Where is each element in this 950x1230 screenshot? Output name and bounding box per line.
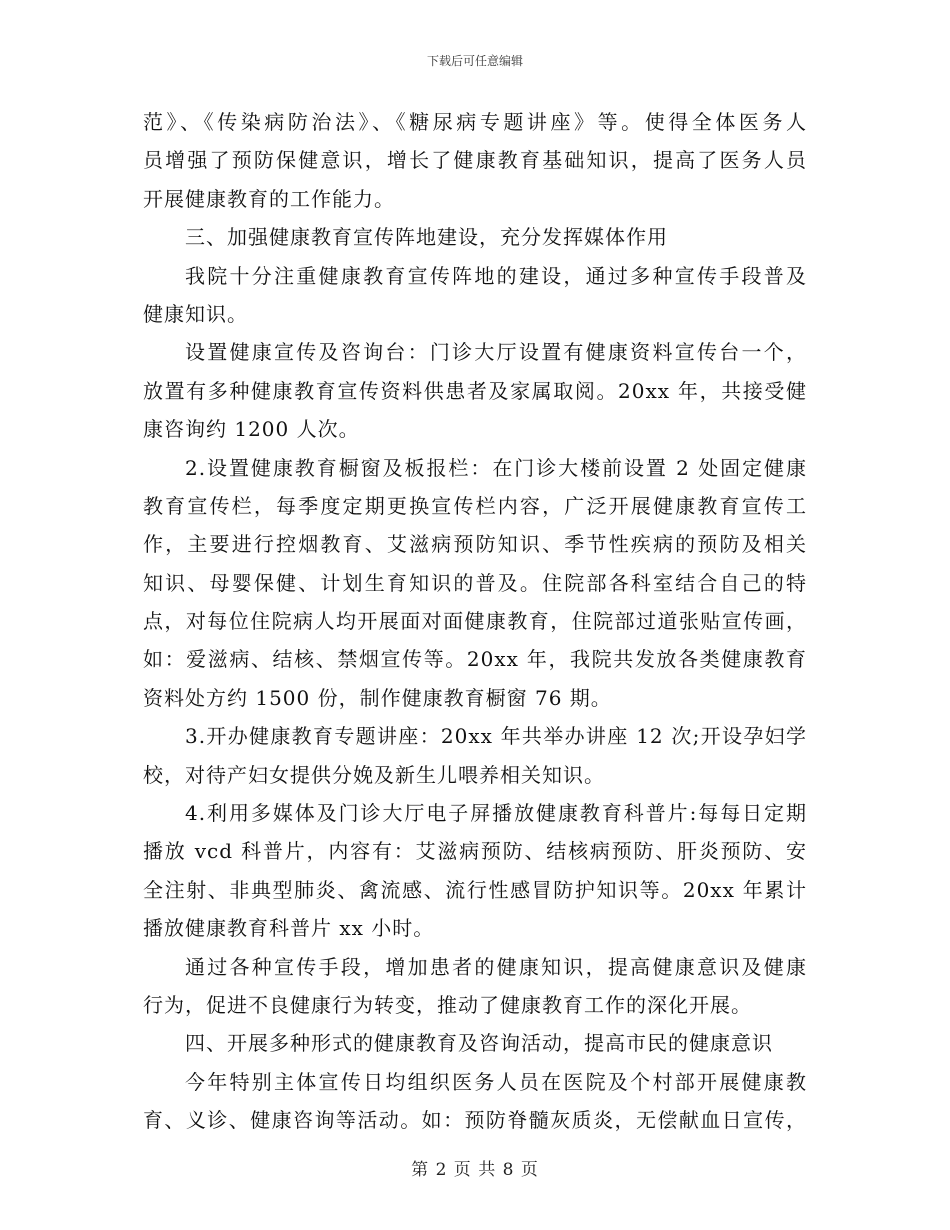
paragraph-line: 4.利用多媒体及门诊大厅电子屏播放健康教育科普片:每每日定期 [185,801,807,826]
body-line: 康咨询约 1200 人次。 [143,417,360,442]
page-header: 下载后可任意编辑 [426,54,523,68]
body-line: 作，主要进行控烟教育、艾滋病预防知识、季节性疾病的预防及相关 [143,532,807,557]
section-heading: 三、加强健康教育宣传阵地建设，充分发挥媒体作用 [185,225,668,250]
paragraph-line: 通过各种宣传手段，增加患者的健康知识，提高健康意识及健康 [185,954,807,979]
body-line: 全注射、非典型肺炎、禽流感、流行性感冒防护知识等。20xx 年累计 [143,877,807,902]
document-body [143,103,807,1140]
body-line: 范》、《传染病防治法》、《糖尿病专题讲座》等。使得全体医务人 [143,110,807,134]
body-line: 如：爱滋病、结核、禁烟宣传等。20xx 年，我院共发放各类健康教育 [143,647,807,672]
paragraph-line: 2.设置健康教育橱窗及板报栏：在门诊大楼前设置 2 处固定健康 [185,455,807,480]
body-line: 行为，促进不良健康行为转变，推动了健康教育工作的深化开展。 [143,992,752,1017]
body-line: 播放健康教育科普片 xx 小时。 [143,916,435,941]
paragraph-line: 3.开办健康教育专题讲座：20xx 年共举办讲座 12 次;开设孕妇学 [185,724,807,749]
body-line: 播放 vcd 科普片，内容有：艾滋病预防、结核病预防、肝炎预防、安 [143,839,807,864]
body-line: 点，对每位住院病人均开展面对面健康教育，住院部过道张贴宣传画， [143,609,807,634]
page-footer: 第 2 页 共 8 页 [411,1160,539,1180]
body-line: 放置有多种健康教育宣传资料供患者及家属取阅。20xx 年，共接受健 [143,378,807,403]
paragraph-line: 今年特别主体宣传日均组织医务人员在医院及个村部开展健康教 [185,1069,807,1094]
section-heading: 四、开展多种形式的健康教育及咨询活动，提高市民的健康意识 [185,1031,773,1056]
body-line: 教育宣传栏，每季度定期更换宣传栏内容，广泛开展健康教育宣传工 [143,493,807,518]
paragraph-line: 设置健康宣传及咨询台：门诊大厅设置有健康资料宣传台一个， [185,340,807,365]
body-line: 校，对待产妇女提供分娩及新生儿喂养相关知识。 [143,762,605,787]
paragraph-line: 我院十分注重健康教育宣传阵地的建设，通过多种宣传手段普及 [185,263,807,288]
body-line: 健康知识。 [143,301,248,326]
body-line: 知识、母婴保健、计划生育知识的普及。住院部各科室结合自己的特 [143,570,807,595]
body-line: 员增强了预防保健意识，增长了健康教育基础知识，提高了医务人员 [143,148,807,173]
body-line: 育、义诊、健康咨询等活动。如：预防脊髓灰质炎，无偿献血日宣传， [143,1108,807,1133]
body-line: 资料处方约 1500 份，制作健康教育橱窗 76 期。 [143,685,612,710]
body-line: 开展健康教育的工作能力。 [143,186,395,211]
